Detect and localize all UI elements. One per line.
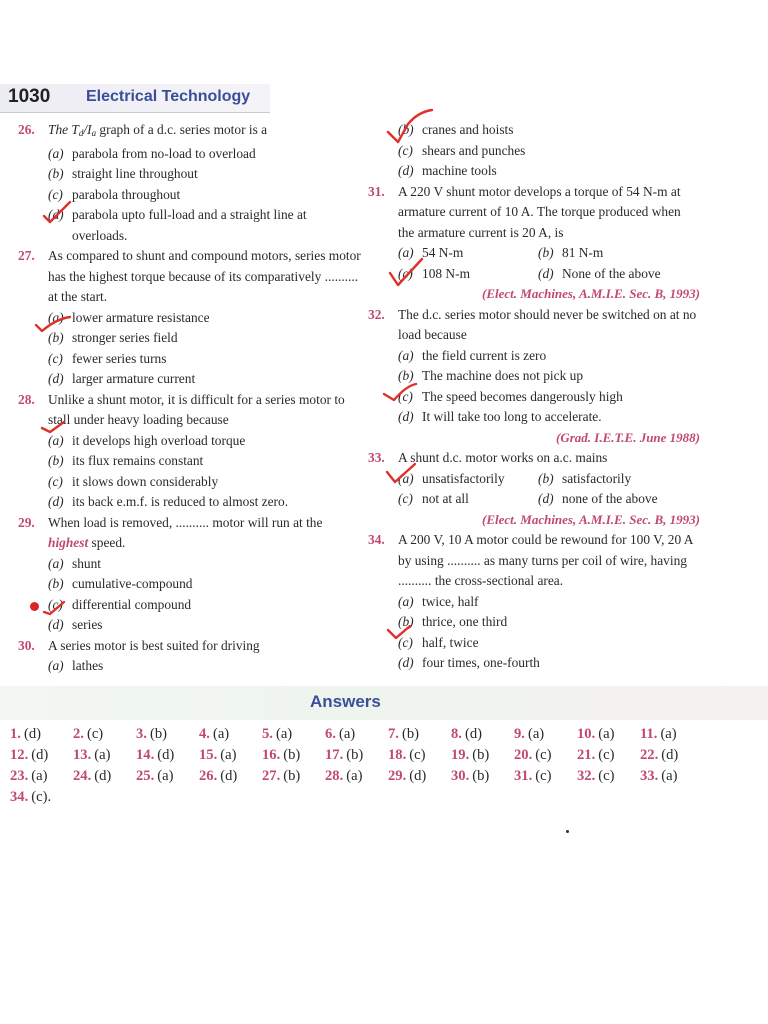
answer-entry [640,724,703,745]
answer-choice: (c) [598,747,615,763]
question-27: 27. As compared to shunt and compound motors, series motor has the highest torque because of its comparatively .......... at the start. [18,248,361,304]
answer-entry [388,766,451,787]
answer-entry [514,745,577,766]
answer-number: 8. [451,726,462,742]
answer-number: 12. [10,747,29,763]
option-row: (c) 108 N-m (d) None of the above [398,265,661,281]
answer-entry [199,745,262,766]
answer-number: 22. [640,747,659,763]
answer-entry [10,724,73,745]
option: (b) cumulative-compound [48,576,193,591]
answer-number: 18. [388,747,407,763]
answer-entry [514,724,577,745]
source-citation: (Elect. Machines, A.M.I.E. Sec. B, 1993) [482,511,700,527]
option: (d) machine tools [398,163,497,178]
option: (c) shears and punches [398,142,526,158]
tick-mark-icon [40,598,68,618]
answer-choice: (a) [598,726,615,742]
answer-number: 27. [262,768,281,784]
answer-entry [10,745,73,766]
answer-number: 21. [577,747,596,763]
option: (a) the field current is zero [398,347,547,363]
answer-number: 3. [136,726,147,742]
answer-entry [262,724,325,745]
answer-entry [10,766,73,787]
answer-entry [325,724,388,745]
answer-choice: (a) [346,768,363,784]
tick-mark-icon [32,313,74,335]
tick-mark-icon [383,460,419,486]
answer-number: 15. [199,747,218,763]
answer-entry [199,724,262,745]
answer-choice: (a) [157,768,174,784]
option: (c) parabola throughout [48,186,181,202]
answer-choice: (b) [283,768,301,784]
answer-number: 26. [199,768,218,784]
option: (a) shunt [48,555,102,571]
answer-choice: (a) [661,768,678,784]
page-number: 1030 [8,86,51,107]
answer-choice: (a) [660,726,677,742]
option: (d) its back e.m.f. is reduced to almost zero. [48,494,289,509]
answer-choice: (c). [31,789,52,805]
tick-mark-icon [384,106,436,146]
answer-number: 28. [325,768,344,784]
answer-choice: (c) [598,768,615,784]
option: (d) It will take too long to accelerate. [398,409,602,424]
answer-number: 31. [514,768,533,784]
answers-row [10,745,710,766]
answer-number: 24. [73,768,92,784]
answer-choice: (b) [149,726,167,742]
answers-row [10,724,710,745]
answer-number: 25. [136,768,155,784]
answer-entry [73,745,136,766]
answer-entry [10,787,73,808]
option: (b) its flux remains constant [48,453,204,468]
option: (b) stronger series field [48,330,178,345]
answer-number: 16. [262,747,281,763]
answer-entry [577,745,640,766]
page-header [0,84,270,113]
tick-mark-icon [380,380,420,404]
answer-entry [451,766,514,787]
answer-entry [199,766,262,787]
answer-number: 9. [514,726,525,742]
question-31: 31. A 220 V shunt motor develops a torque of 54 N-m at armature current of 10 A. The torque produced when the armature current is 20 A, is [368,183,681,240]
answer-choice: (a) [94,747,111,763]
answer-choice: (b) [472,747,490,763]
answers-row [10,787,710,808]
answer-choice: (a) [527,726,545,742]
answer-choice: (b) [346,747,364,763]
option: (a) it develops high overload torque [48,432,246,448]
answer-entry [73,724,136,745]
answer-entry [325,745,388,766]
answer-number: 32. [577,768,596,784]
answer-number: 10. [577,726,596,742]
answer-number: 33. [640,768,659,784]
answer-entry [640,766,703,787]
option-row: (a) unsatisfactorily (b) satisfactorily [398,470,632,486]
answer-number: 6. [325,726,336,742]
answer-entry [262,745,325,766]
answers-grid [10,724,710,808]
answer-choice: (d) [94,768,112,784]
option: (a) twice, half [398,593,479,609]
question-26: 26. The $T_d/I_a$ graph of a d.c. series motor is a [18,122,268,138]
answer-entry [73,766,136,787]
option: (c) The speed becomes dangerously high [398,388,623,404]
option-row: (a) 54 N-m (b) 81 N-m [398,245,604,260]
answer-choice: (c) [409,747,426,763]
answer-entry [640,745,703,766]
option: (b) straight line throughout [48,166,198,181]
answer-choice: (c) [86,726,104,742]
option: (b) cranes and hoists [398,122,514,137]
answer-number: 34. [10,789,29,805]
option: (a) lathes [48,658,104,673]
stray-dot [566,830,569,833]
answer-number: 13. [73,747,92,763]
answer-choice: (c) [535,747,552,763]
answer-choice: (d) [220,768,238,784]
option: (d) larger armature current [48,371,196,386]
answer-entry [136,724,199,745]
answers-band [0,686,768,720]
option: (d) series [48,617,103,632]
option: (b) thrice, one third [398,614,508,629]
question-34: 34. A 200 V, 10 A motor could be rewound for 100 V, 20 A by using .......... as many turns per coil of wire, having .......... the cross-sectional area. [368,532,693,588]
answer-entry [388,745,451,766]
option: (d) four times, one-fourth [398,655,540,670]
answer-choice: (d) [409,768,427,784]
answer-choice: (a) [212,726,230,742]
answer-number: 5. [262,726,273,742]
answer-entry [262,766,325,787]
option: (c) fewer series turns [48,350,167,366]
answer-choice: (a) [31,768,48,784]
question-30: 30. A series motor is best suited for driving [18,637,260,653]
answer-choice: (a) [338,726,356,742]
answer-choice: (a) [275,726,293,742]
question-33: 33. A shunt d.c. motor works on a.c. mains [368,450,608,465]
answer-choice: (d) [157,747,175,763]
option: (c) it slows down considerably [48,473,219,489]
answer-choice: (c) [535,768,552,784]
answer-entry [136,745,199,766]
answer-number: 7. [388,726,399,742]
book-title: Electrical Technology [86,88,251,105]
option: (a) parabola from no-load to overload [48,145,256,161]
answer-number: 11. [640,726,658,742]
answer-choice: (d) [23,726,41,742]
answer-entry [514,766,577,787]
answer-choice: (d) [31,747,49,763]
answer-number: 1. [10,726,21,742]
answers-title: Answers [310,692,381,711]
question-28: 28. Unlike a shunt motor, it is difficult for a series motor to stall under heavy loading because [18,391,345,427]
option: (a) lower armature resistance [48,309,210,325]
option: (c) half, twice [398,634,479,650]
answer-choice: (b) [283,747,301,763]
answer-number: 2. [73,726,84,742]
answer-number: 14. [136,747,155,763]
option: (b) The machine does not pick up [398,368,584,383]
answer-number: 23. [10,768,29,784]
answer-entry [577,766,640,787]
tick-mark-icon [40,198,74,226]
answer-entry [451,745,514,766]
tick-mark-icon [386,255,426,291]
answer-number: 20. [514,747,533,763]
option-row: (c) not at all (d) none of the above [398,491,658,506]
source-citation: (Elect. Machines, A.M.I.E. Sec. B, 1993) [482,286,700,301]
answer-choice: (b) [472,768,490,784]
option: (c) differential compound [48,596,192,612]
answer-choice: (b) [401,726,419,742]
tick-mark-icon [384,622,414,644]
answers-row [10,766,710,787]
answer-number: 30. [451,768,470,784]
option: (d) parabola upto full-load and a straight line at overloads. [48,207,307,243]
answer-number: 19. [451,747,470,763]
answer-number: 17. [325,747,344,763]
answer-choice: (a) [220,747,237,763]
tick-mark-icon [38,416,68,436]
answer-entry [577,724,640,745]
ink-dot [30,602,39,611]
answer-entry [388,724,451,745]
answer-number: 4. [199,726,210,742]
answer-choice: (d) [464,726,482,742]
answer-number: 29. [388,768,407,784]
answer-entry [325,766,388,787]
question-32: 32. The d.c. series motor should never be switched on at no load because [368,306,697,342]
answer-entry [136,766,199,787]
question-29: 29. When load is removed, .......... motor will run at the highest speed. [18,514,323,550]
answer-choice: (d) [661,747,679,763]
answer-entry [451,724,514,745]
source-citation: (Grad. I.E.T.E. June 1988) [556,429,700,445]
